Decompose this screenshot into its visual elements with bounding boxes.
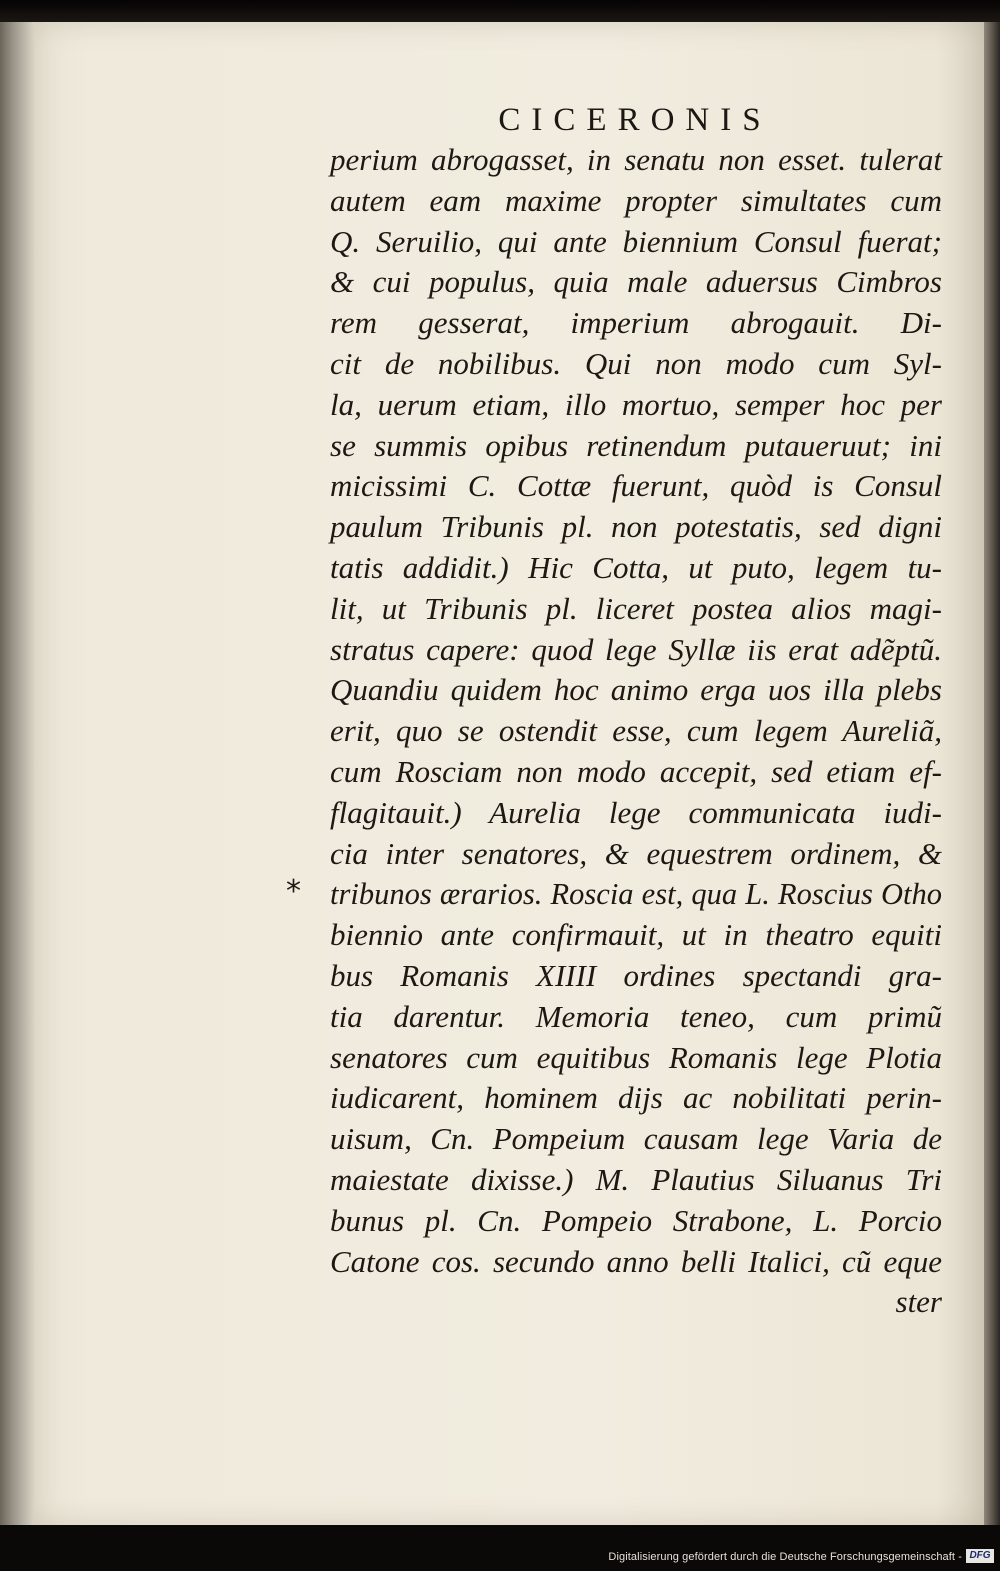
scan-bottom-border: [0, 1525, 1000, 1571]
dfg-logo: DFG: [966, 1549, 994, 1563]
text-line: se summis opibus retinendum putaueruut; ini: [330, 427, 942, 463]
text-line: cit de nobilibus. Qui non modo cum Syl-: [330, 345, 942, 381]
text-line: la, uerum etiam, illo mortuo, semper hoc per: [330, 386, 942, 422]
text-line: biennio ante confirmauit, ut in theatro equiti: [330, 917, 942, 953]
page-right-edge: [984, 22, 1000, 1525]
text-line: Quandiu quidem hoc animo erga uos illa plebs: [330, 672, 942, 708]
text-line: rem gesserat, imperium abrogauit. Di-: [330, 305, 942, 341]
text-line: maiestate dixisse.) M. Plautius Siluanus Tri: [330, 1161, 942, 1197]
text-line: micissimi C. Cottæ fuerunt, quòd is Consul: [330, 468, 942, 504]
text-line: Catone cos. secundo anno belli Italici, cũ eque: [330, 1243, 942, 1279]
text-line: tribunos ærarios. Roscia est, qua L. Roscius Otho: [330, 877, 942, 912]
text-line: lit, ut Tribunis pl. liceret postea alios magi-: [330, 590, 942, 626]
text-line: tatis addidit.) Hic Cotta, ut puto, legem tu-: [330, 549, 942, 585]
text-line: Q. Seruilio, qui ante biennium Consul fuerat;: [330, 223, 942, 259]
text-line: autem eam maxime propter simultates cum: [330, 182, 942, 218]
text-line: iudicarent, hominem dijs ac nobilitati perin-: [330, 1080, 942, 1116]
book-spine: [0, 22, 34, 1525]
text-line: ster: [895, 1284, 942, 1320]
scan-top-border: [0, 0, 1000, 22]
text-line: cia inter senatores, & equestrem ordinem, &: [330, 835, 942, 871]
text-line: perium abrogasset, in senatu non esset. tulerat: [330, 142, 942, 177]
text-line: bus Romanis XIIII ordines spectandi gra-: [330, 957, 942, 993]
text-line: flagitauit.) Aurelia lege communicata iudi-: [330, 794, 942, 830]
text-line: uisum, Cn. Pompeium causam lege Varia de: [330, 1121, 942, 1157]
text-line: paulum Tribunis pl. non potestatis, sed digni: [330, 509, 942, 545]
text-line: bunus pl. Cn. Pompeio Strabone, L. Porcio: [330, 1202, 942, 1238]
text-line: senatores cum equitibus Romanis lege Plotia: [330, 1039, 942, 1075]
running-head: CICERONIS: [498, 102, 772, 138]
text-line: erit, quo se ostendit esse, cum legem Aureliã,: [330, 713, 942, 749]
text-line: & cui populus, quia male aduersus Cimbros: [330, 264, 942, 300]
footer-credit: Digitalisierung gefördert durch die Deutsche Forschungsgemeinschaft -: [608, 1551, 962, 1563]
body-text: [330, 140, 942, 1323]
margin-asterisk: *: [286, 874, 301, 909]
text-line: tia darentur. Memoria teneo, cum primũ: [330, 998, 942, 1034]
text-line: cum Rosciam non modo accepit, sed etiam ef-: [330, 753, 942, 789]
text-line: stratus capere: quod lege Syllæ iis erat adẽptũ.: [330, 631, 942, 667]
